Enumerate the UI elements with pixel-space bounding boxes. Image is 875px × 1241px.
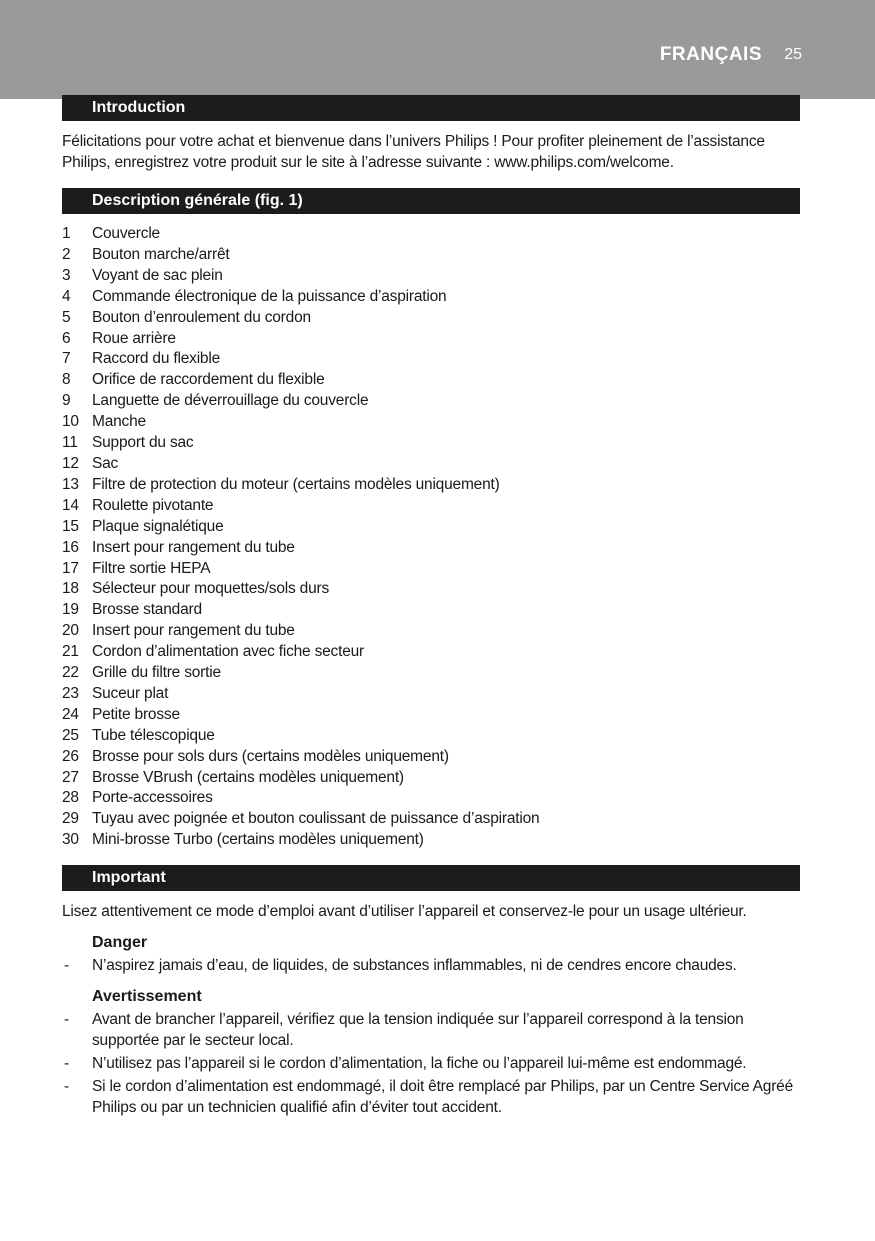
- list-item-number: 29: [62, 810, 79, 828]
- list-item-number: 12: [62, 454, 79, 472]
- list-item-number: 5: [62, 308, 71, 326]
- list-item-number: 7: [62, 350, 71, 368]
- list-item-label: Commande électronique de la puissance d’aspiration: [92, 287, 447, 305]
- list-item-label: Insert pour rangement du tube: [92, 538, 295, 556]
- list-item-label: Couvercle: [92, 225, 160, 242]
- list-item-label: Cordon d’alimentation avec fiche secteur: [92, 643, 365, 661]
- list-item-label: Filtre de protection du moteur (certains modèles uniquement): [92, 475, 500, 493]
- list-item-label: Tuyau avec poignée et bouton coulissant de puissance d’aspiration: [92, 810, 540, 828]
- list-item-label: Voyant de sac plein: [92, 266, 223, 284]
- list-item-label: Manche: [92, 413, 146, 431]
- bullet-text: N’aspirez jamais d’eau, de liquides, de substances inflammables, ni de cendres encore chaudes.: [92, 957, 737, 975]
- list-item: [62, 559, 800, 580]
- list-item-label: Roue arrière: [92, 329, 176, 347]
- list-item: [62, 266, 800, 287]
- warning-heading: Avertissement: [92, 988, 202, 1006]
- list-item-number: 20: [62, 622, 79, 640]
- list-item-label: Bouton marche/arrêt: [92, 245, 230, 263]
- bullet-text: Si le cordon d’alimentation est endommagé, il doit être remplacé par Philips, par un Centre Service Agréé Philips ou par un technicien qualifié afin d’éviter tout accident.: [92, 1078, 793, 1117]
- list-item-number: 28: [62, 789, 79, 807]
- section-title-important: Important: [62, 865, 800, 891]
- list-item-number: 10: [62, 413, 79, 431]
- list-item-label: Plaque signalétique: [92, 517, 224, 535]
- list-item: [62, 329, 800, 350]
- section-title-description: Description générale (fig. 1): [62, 188, 800, 214]
- list-item-number: 1: [62, 225, 71, 242]
- list-item: [62, 370, 800, 391]
- list-item: [62, 809, 800, 830]
- bullet-dash: -: [64, 1011, 69, 1029]
- list-item-number: 27: [62, 768, 79, 786]
- list-item: [62, 433, 800, 454]
- list-item: [62, 621, 800, 642]
- list-item-label: Mini-brosse Turbo (certains modèles uniquement): [92, 831, 424, 849]
- list-item: [62, 349, 800, 370]
- list-item-number: 23: [62, 684, 79, 702]
- list-item-label: Orifice de raccordement du flexible: [92, 371, 325, 389]
- list-item-number: 16: [62, 538, 79, 556]
- list-item-number: 11: [62, 434, 78, 452]
- list-item: [62, 538, 800, 559]
- list-item-number: 24: [62, 705, 79, 723]
- bullet-text: N’utilisez pas l’appareil si le cordon d’alimentation, la fiche ou l’appareil lui-même est endommagé.: [92, 1055, 747, 1073]
- page-number: 25: [784, 46, 802, 63]
- list-item: [62, 747, 800, 768]
- header-language: FRANÇAIS: [659, 44, 762, 65]
- list-item-number: 15: [62, 517, 79, 535]
- introduction-text: Félicitations pour votre achat et bienvenue dans l’univers Philips ! Pour profiter pleinement de l’assistance Philips, enregistrez votre produit sur le site à l’adresse suivante : www.philips.com/welcome.: [62, 133, 765, 171]
- list-item: [62, 287, 800, 308]
- list-item-label: Porte-accessoires: [92, 789, 213, 807]
- list-item-label: Raccord du flexible: [92, 350, 221, 368]
- danger-heading: Danger: [92, 934, 148, 952]
- list-item: [62, 684, 800, 705]
- list-item: [62, 830, 800, 851]
- list-item: [62, 245, 800, 266]
- list-item-label: Filtre sortie HEPA: [92, 559, 211, 577]
- list-item-number: 26: [62, 747, 79, 765]
- list-item: [62, 768, 800, 789]
- list-item: [62, 391, 800, 412]
- list-item-label: Insert pour rangement du tube: [92, 622, 295, 640]
- list-item-label: Sélecteur pour moquettes/sols durs: [92, 580, 330, 598]
- list-item-number: 19: [62, 601, 79, 619]
- list-item-number: 30: [62, 831, 79, 849]
- bullet-dash: -: [64, 957, 69, 975]
- bullet-dash: -: [64, 1078, 69, 1096]
- list-item: [62, 705, 800, 726]
- list-item: [62, 788, 800, 809]
- warning-list: [62, 1009, 800, 1118]
- list-item-label: Brosse standard: [92, 601, 202, 619]
- list-item-label: Grille du filtre sortie: [92, 664, 221, 682]
- bullet-text: Avant de brancher l’appareil, vérifiez que la tension indiquée sur l’appareil correspond à la tension supportée par le secteur local.: [92, 1011, 744, 1050]
- list-item-number: 8: [62, 371, 71, 389]
- list-item: [62, 475, 800, 496]
- parts-list: [62, 224, 800, 851]
- list-item-label: Bouton d’enroulement du cordon: [92, 308, 311, 326]
- danger-list: [62, 955, 800, 976]
- list-item: [62, 579, 800, 600]
- list-item-label: Sac: [92, 454, 119, 472]
- list-item-number: 25: [62, 726, 79, 744]
- list-item-number: 17: [62, 559, 79, 577]
- page-header-band: [0, 0, 875, 99]
- list-item-number: 3: [62, 266, 71, 284]
- list-item-label: Roulette pivotante: [92, 496, 214, 514]
- list-item-number: 6: [62, 329, 71, 347]
- list-item-label: Suceur plat: [92, 684, 169, 702]
- list-item: [62, 412, 800, 433]
- list-item-label: Languette de déverrouillage du couvercle: [92, 392, 369, 410]
- page-content: [62, 95, 800, 1118]
- list-item: [62, 600, 800, 621]
- list-item-label: Petite brosse: [92, 705, 180, 723]
- list-item-label: Brosse pour sols durs (certains modèles uniquement): [92, 747, 449, 765]
- list-item: [62, 224, 800, 245]
- list-item: [62, 726, 800, 747]
- list-item-number: 21: [62, 643, 79, 661]
- bullet-item: [62, 1009, 800, 1051]
- list-item: [62, 454, 800, 475]
- list-item-number: 2: [62, 245, 71, 263]
- list-item-number: 13: [62, 475, 79, 493]
- list-item-number: 4: [62, 287, 71, 305]
- list-item-number: 18: [62, 580, 79, 598]
- list-item: [62, 663, 800, 684]
- bullet-item: [62, 1053, 800, 1074]
- list-item-number: 22: [62, 664, 79, 682]
- list-item: [62, 517, 800, 538]
- bullet-item: [62, 1076, 800, 1118]
- list-item: [62, 496, 800, 517]
- list-item-label: Support du sac: [92, 434, 194, 452]
- list-item: [62, 308, 800, 329]
- important-text: Lisez attentivement ce mode d’emploi avant d’utiliser l’appareil et conservez-le pour un usage ultérieur.: [62, 903, 747, 921]
- list-item: [62, 642, 800, 663]
- section-title-introduction: Introduction: [62, 95, 800, 121]
- bullet-dash: -: [64, 1055, 69, 1073]
- list-item-label: Tube télescopique: [92, 726, 215, 744]
- list-item-label: Brosse VBrush (certains modèles uniquement): [92, 768, 404, 786]
- bullet-item: [62, 955, 800, 976]
- list-item-number: 14: [62, 496, 79, 514]
- list-item-number: 9: [62, 392, 71, 410]
